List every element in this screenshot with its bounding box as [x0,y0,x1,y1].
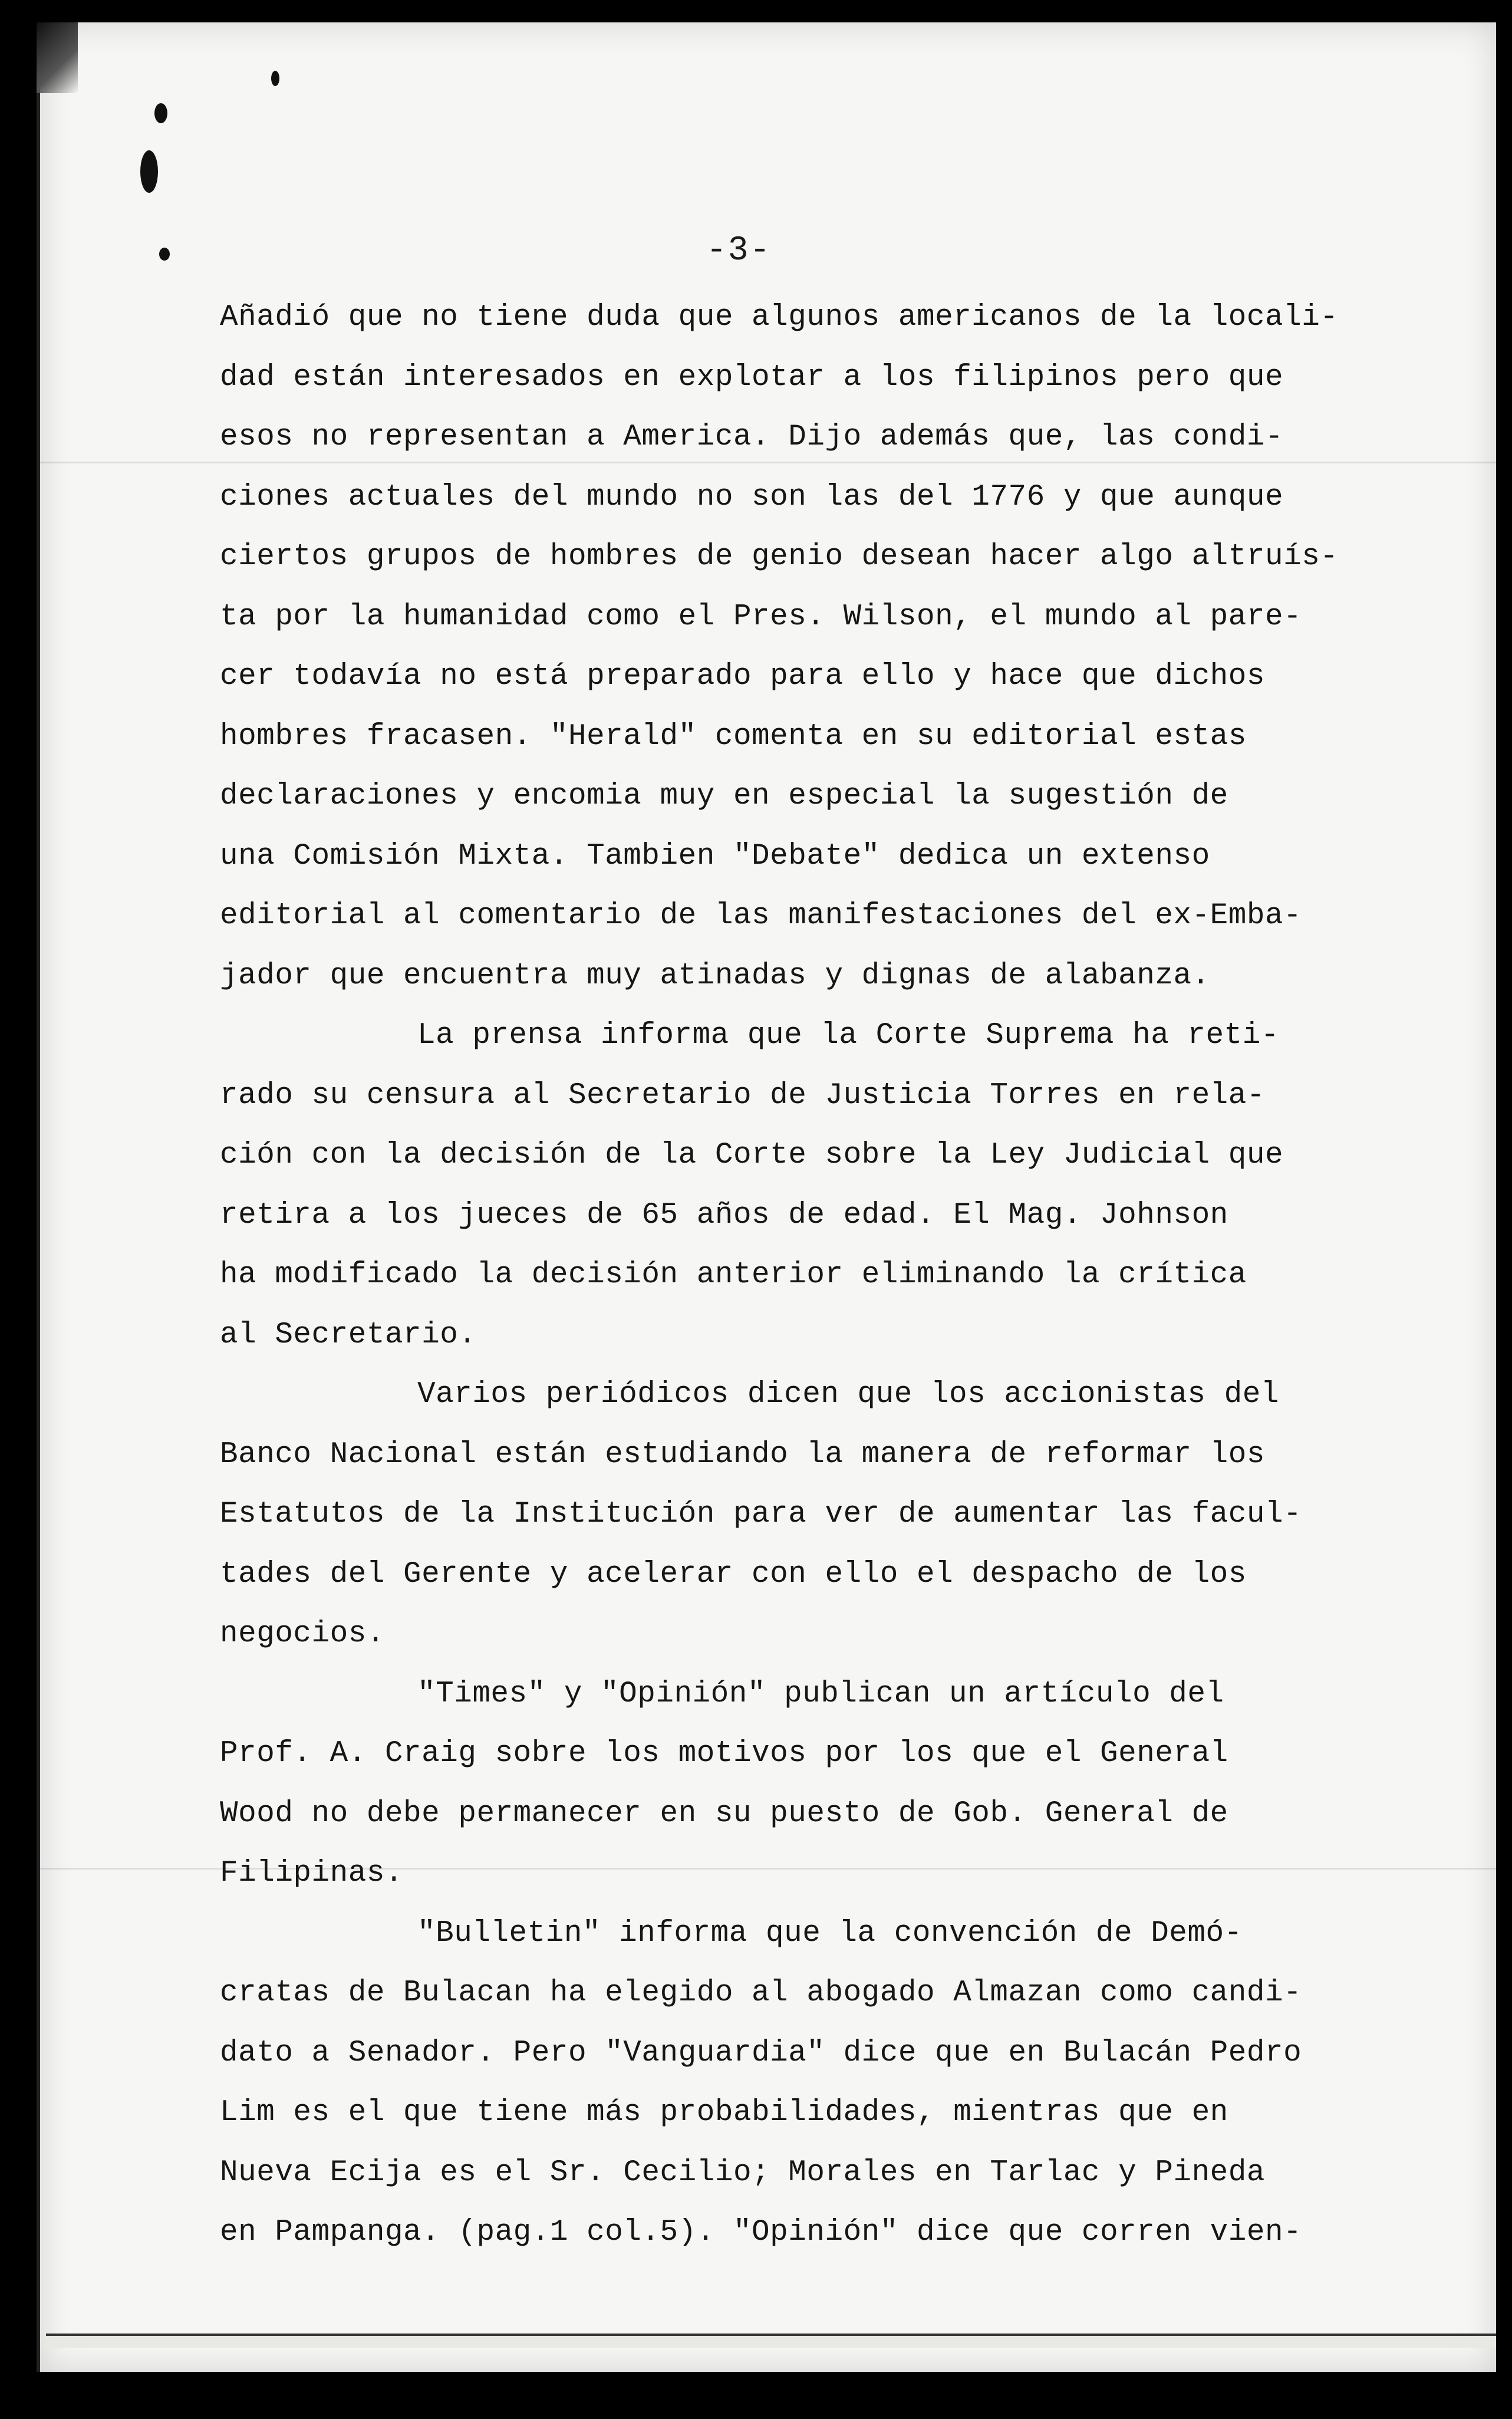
text-line: rado su censura al Secretario de Justicia Torres en rela- [220,1078,1265,1113]
text-line: "Bulletin" informa que la convención de Demó- [417,1916,1243,1950]
text-line: dato a Senador. Pero "Vanguardia" dice que en Bulacán Pedro [220,2036,1302,2070]
page-bottom-edge [46,2334,1496,2348]
ink-spot [154,103,167,123]
text-line: ta por la humanidad como el Pres. Wilson, el mundo al pare- [220,600,1302,634]
ink-spot [271,71,279,86]
text-line: cer todavía no está preparado para ello y hace que dichos [220,660,1265,693]
text-line: ha modificado la decisión anterior eliminando la crítica [220,1258,1247,1292]
text-line: ciones actuales del mundo no son las del 1776 y que aunque [220,480,1284,514]
text-line: hombres fracasen. "Herald" comenta en su editorial estas [220,719,1247,753]
text-line: ción con la decisión de la Corte sobre la Ley Judicial que [220,1138,1284,1172]
ink-spot [140,150,158,193]
text-line: Filipinas. [220,1857,404,1890]
text-line: Banco Nacional están estudiando la manera de reformar los [220,1437,1265,1472]
text-line: Nueva Ecija es el Sr. Cecilio; Morales en Tarlac y Pineda [220,2155,1265,2190]
text-line: Estatutos de la Institución para ver de aumentar las facul- [220,1498,1302,1531]
text-line: La prensa informa que la Corte Suprema ha reti- [417,1019,1279,1052]
text-line: declaraciones y encomia muy en especial la sugestión de [220,779,1228,813]
text-line: "Times" y "Opinión" publican un artículo del [417,1677,1224,1711]
text-line: jador que encuentra muy atinadas y dignas de alabanza. [220,959,1210,993]
text-line: ciertos grupos de hombres de genio desean hacer algo altruís- [220,540,1339,574]
document-page [37,22,1496,2372]
text-line: Wood no debe permanecer en su puesto de Gob. General de [220,1796,1228,1831]
text-line: una Comisión Mixta. Tambien "Debate" dedica un extenso [220,839,1210,873]
text-line: cratas de Bulacan ha elegido al abogado Almazan como candi- [220,1976,1302,2010]
text-line: dad están interesados en explotar a los filipinos pero que [220,360,1284,394]
corner-shadow [37,22,78,93]
text-line: Varios periódicos dicen que los accionistas del [417,1378,1279,1411]
text-line: negocios. [220,1617,385,1651]
body-text [220,288,1393,2263]
text-line: tades del Gerente y acelerar con ello el despacho de los [220,1557,1247,1591]
text-line: editorial al comentario de las manifestaciones del ex-Emba- [220,899,1302,933]
text-line: retira a los jueces de 65 años de edad. El Mag. Johnson [220,1198,1228,1232]
text-line: al Secretario. [220,1318,477,1352]
text-line: Prof. A. Craig sobre los motivos por los que el General [220,1737,1228,1770]
page-number: -3- [706,232,772,270]
text-line: Lim es el que tiene más probabilidades, mientras que en [220,2096,1228,2130]
text-line: Añadió que no tiene duda que algunos americanos de la locali- [220,301,1339,334]
text-line: esos no representan a America. Dijo además que, las condi- [220,420,1284,454]
text-line: en Pampanga. (pag.1 col.5). "Opinión" dice que corren vien- [220,2216,1302,2249]
ink-spot [159,248,170,261]
